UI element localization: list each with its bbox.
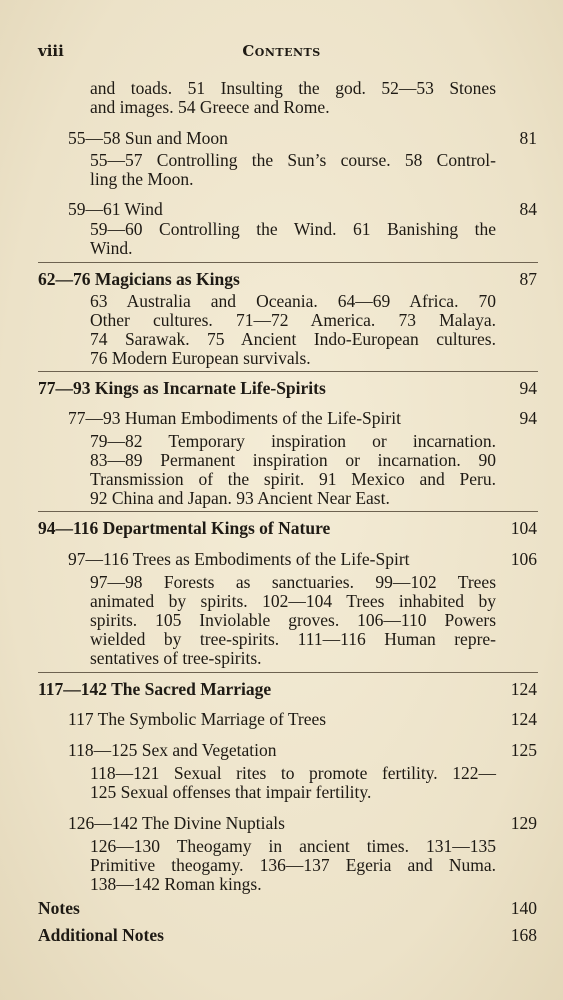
toc-entry-trees-as-embodiments[interactable] (0, 549, 563, 569)
toc-text-line: Transmission of the spirit. 91 Mexico and Peru. (90, 469, 496, 489)
toc-page-number: 84 (519, 199, 537, 219)
toc-entry-sun-and-moon[interactable] (0, 128, 563, 148)
toc-page-number: 87 (519, 269, 537, 289)
toc-text-line: 83—89 Permanent inspiration or incarnation. 90 (90, 450, 496, 470)
toc-text-line: 55—57 Controlling the Sun’s course. 58 Control- (90, 150, 496, 170)
toc-section-sacred-marriage[interactable] (0, 679, 563, 699)
page-title: Contents (242, 42, 321, 60)
toc-section-magicians-as-kings[interactable] (0, 269, 563, 289)
toc-section-label: 94—116 Departmental Kings of Nature (38, 518, 331, 538)
toc-entry-human-embodiments[interactable] (0, 408, 563, 428)
toc-page-number: 124 (510, 709, 537, 729)
toc-page-number: 124 (510, 679, 537, 699)
toc-page-number: 129 (510, 813, 537, 833)
toc-text-line: 92 China and Japan. 93 Ancient Near East. (90, 488, 390, 508)
toc-entry-label: 59—61 Wind (68, 199, 163, 219)
toc-page-number: 125 (510, 740, 537, 760)
toc-text-line: Other cultures. 71—72 America. 73 Malaya. (90, 310, 496, 330)
toc-text-line: 126—130 Theogamy in ancient times. 131—135 (90, 836, 496, 856)
toc-section-departmental-kings[interactable] (0, 518, 563, 538)
toc-text-line: and images. 54 Greece and Rome. (90, 97, 330, 117)
toc-entry-divine-nuptials[interactable] (0, 813, 563, 833)
page-number: viii (38, 42, 64, 60)
toc-entry-label: 77—93 Human Embodiments of the Life-Spirit (68, 408, 401, 428)
toc-page-number: 94 (519, 378, 537, 398)
toc-text-line: spirits. 105 Inviolable groves. 106—110 Powers (90, 610, 496, 630)
toc-entry-label: 97—116 Trees as Embodiments of the Life-Spirt (68, 549, 410, 569)
toc-text-line: 63 Australia and Oceania. 64—69 Africa. 70 (90, 291, 496, 311)
toc-text-line: ling the Moon. (90, 169, 194, 189)
toc-entry-label: 117 The Symbolic Marriage of Trees (68, 709, 327, 729)
toc-text-line: 79—82 Temporary inspiration or incarnation. (90, 431, 496, 451)
toc-page-number: 106 (510, 549, 537, 569)
toc-text-line: 76 Modern European survivals. (90, 348, 311, 368)
toc-section-label: 77—93 Kings as Incarnate Life-Spirits (38, 378, 326, 398)
toc-text-line: 74 Sarawak. 75 Ancient Indo-European cultures. (90, 329, 496, 349)
section-divider (38, 672, 538, 673)
toc-entry-label: 126—142 The Divine Nuptials (68, 813, 285, 833)
toc-page-number: 81 (519, 128, 537, 148)
toc-entry-sex-and-vegetation[interactable] (0, 740, 563, 760)
toc-section-label: 62—76 Magicians as Kings (38, 269, 240, 289)
page-header (0, 42, 563, 62)
toc-section-label: 117—142 The Sacred Marriage (38, 679, 272, 699)
toc-text-line: 118—121 Sexual rites to promote fertility. 122— (90, 763, 496, 783)
toc-text-line: 138—142 Roman kings. (90, 874, 262, 894)
section-divider (38, 262, 538, 263)
toc-section-additional-notes[interactable] (0, 925, 563, 945)
toc-entry-label: 55—58 Sun and Moon (68, 128, 228, 148)
toc-text-line: Wind. (90, 238, 133, 258)
section-divider (38, 371, 538, 372)
toc-entry-symbolic-marriage[interactable] (0, 709, 563, 729)
toc-text-line: 125 Sexual offenses that impair fertility. (90, 782, 372, 802)
toc-entry-wind[interactable] (0, 199, 563, 219)
toc-text-line: sentatives of tree-spirits. (90, 648, 262, 668)
toc-page-number: 168 (510, 925, 537, 945)
toc-page-number: 94 (519, 408, 537, 428)
toc-text-line: 59—60 Controlling the Wind. 61 Banishing the (90, 219, 496, 239)
toc-text-line: animated by spirits. 102—104 Trees inhabited by (90, 591, 496, 611)
toc-section-label: Notes (38, 898, 80, 918)
toc-text-line: and toads. 51 Insulting the god. 52—53 Stones (90, 78, 496, 98)
section-divider (38, 511, 538, 512)
toc-entry-label: 118—125 Sex and Vegetation (68, 740, 277, 760)
toc-text-line: 97—98 Forests as sanctuaries. 99—102 Trees (90, 572, 496, 592)
toc-section-label: Additional Notes (38, 925, 164, 945)
toc-page-number: 104 (510, 518, 537, 538)
toc-page-number: 140 (510, 898, 537, 918)
toc-section-notes[interactable] (0, 898, 563, 918)
toc-text-line: wielded by tree-spirits. 111—116 Human repre- (90, 629, 496, 649)
toc-section-kings-as-incarnate-life-spirits[interactable] (0, 378, 563, 398)
toc-text-line: Primitive theogamy. 136—137 Egeria and Numa. (90, 855, 496, 875)
